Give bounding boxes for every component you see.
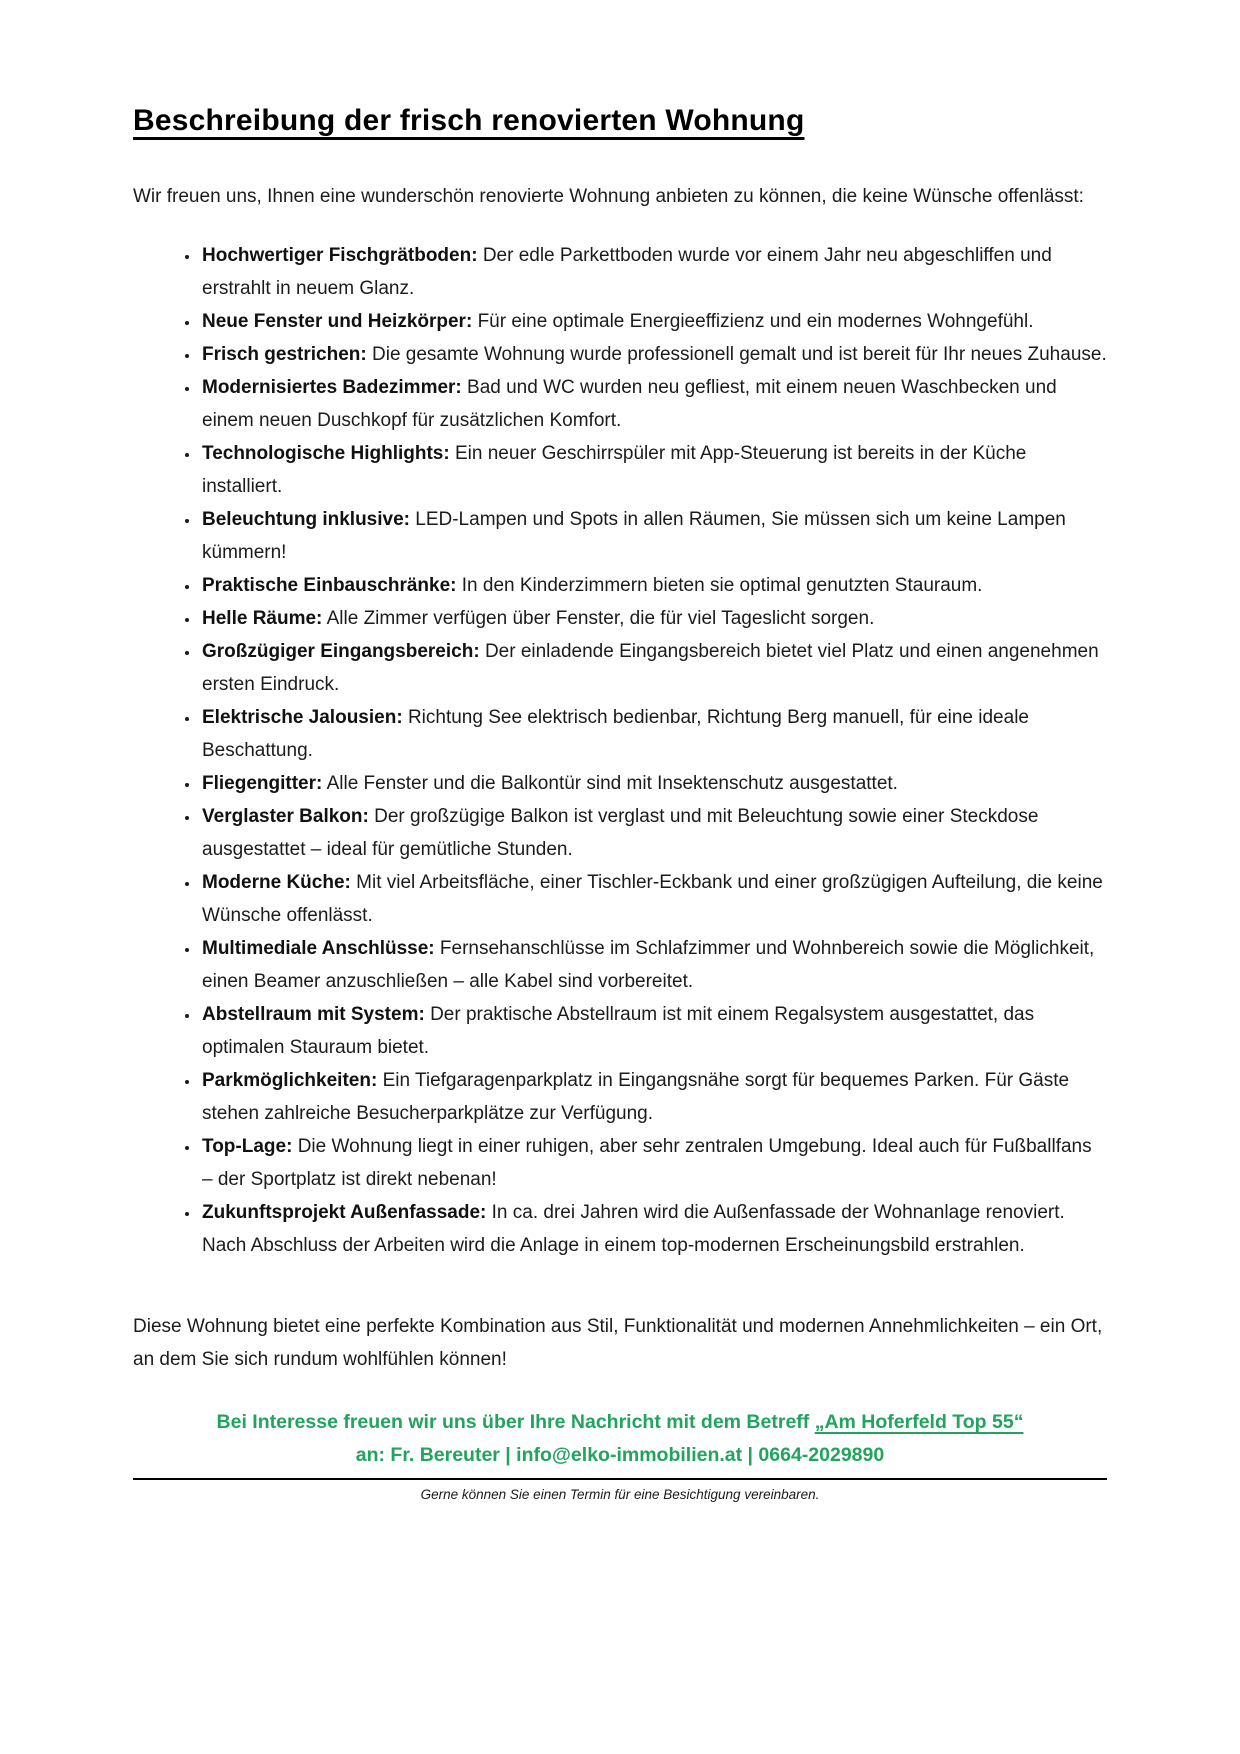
contact-block	[133, 1406, 1107, 1472]
feature-text: Ein neuer Geschirrspüler mit App-Steuerung ist bereits in der Küche installiert.	[202, 443, 1027, 497]
feature-text: Die gesamte Wohnung wurde professionell gemalt und ist bereit für Ihr neues Zuhause.	[372, 344, 1107, 365]
feature-lead: Neue Fenster und Heizkörper:	[202, 311, 473, 332]
list-item	[200, 437, 1107, 503]
feature-text: Mit viel Arbeitsfläche, einer Tischler-Eckbank und einer großzügigen Aufteilung, die keine Wünsche offenlässt.	[202, 872, 1103, 926]
feature-text: Der einladende Eingangsbereich bietet viel Platz und einen angenehmen ersten Eindruck.	[202, 641, 1099, 695]
list-item	[200, 569, 1107, 602]
list-item	[200, 503, 1107, 569]
feature-lead: Praktische Einbauschränke:	[202, 575, 457, 596]
list-item	[200, 767, 1107, 800]
footnote: Gerne können Sie einen Termin für eine Besichtigung vereinbaren.	[420, 1487, 820, 1502]
feature-list	[133, 239, 1107, 1262]
contact-line-2: an: Fr. Bereuter | info@elko-immobilien.at | 0664-2029890	[355, 1444, 885, 1466]
feature-lead: Elektrische Jalousien:	[202, 707, 403, 728]
intro-paragraph: Wir freuen uns, Ihnen eine wunderschön renovierte Wohnung anbieten zu können, die keine Wünsche offenlässt:	[133, 186, 1084, 207]
feature-text: Alle Fenster und die Balkontür sind mit Insektenschutz ausgestattet.	[326, 773, 898, 794]
list-item	[200, 338, 1107, 371]
feature-lead: Technologische Highlights:	[202, 443, 450, 464]
feature-lead: Top-Lage:	[202, 1136, 293, 1157]
list-item	[200, 371, 1107, 437]
feature-lead: Parkmöglichkeiten:	[202, 1070, 378, 1091]
list-item	[200, 1130, 1107, 1196]
list-item	[200, 701, 1107, 767]
list-item	[200, 998, 1107, 1064]
feature-text: LED-Lampen und Spots in allen Räumen, Sie müssen sich um keine Lampen kümmern!	[202, 509, 1066, 563]
feature-text: Der großzügige Balkon ist verglast und mit Beleuchtung sowie einer Steckdose ausgestattet – ideal für gemütliche Stunden.	[202, 806, 1039, 860]
feature-text: Der edle Parkettboden wurde vor einem Jahr neu abgeschliffen und erstrahlt in neuem Glanz.	[202, 245, 1052, 299]
feature-lead: Moderne Küche:	[202, 872, 351, 893]
feature-text: In den Kinderzimmern bieten sie optimal genutzten Stauraum.	[461, 575, 983, 596]
feature-lead: Verglaster Balkon:	[202, 806, 369, 827]
closing-paragraph: Diese Wohnung bietet eine perfekte Kombination aus Stil, Funktionalität und modernen Annehmlichkeiten – ein Ort, an dem Sie sich rundum wohlfühlen können!	[133, 1316, 1103, 1370]
list-item	[200, 305, 1107, 338]
list-item	[200, 635, 1107, 701]
feature-lead: Abstellraum mit System:	[202, 1004, 425, 1025]
feature-text: In ca. drei Jahren wird die Außenfassade der Wohnanlage renoviert. Nach Abschluss der Arbeiten wird die Anlage in einem top-modernen Erscheinungsbild erstrahlen.	[202, 1202, 1065, 1256]
feature-lead: Hochwertiger Fischgrätboden:	[202, 245, 478, 266]
document-title: Beschreibung der frisch renovierten Wohnung	[133, 104, 805, 137]
contact-line-1	[133, 1406, 1107, 1439]
feature-text: Der praktische Abstellraum ist mit einem Regalsystem ausgestattet, das optimalen Stauraum bietet.	[202, 1004, 1035, 1058]
feature-text: Für eine optimale Energieeffizienz und ein modernes Wohngefühl.	[477, 311, 1034, 332]
feature-lead: Helle Räume:	[202, 608, 323, 629]
feature-text: Bad und WC wurden neu gefliest, mit einem neuen Waschbecken und einem neuen Duschkopf für zusätzlichen Komfort.	[202, 377, 1057, 431]
feature-lead: Zukunftsprojekt Außenfassade:	[202, 1202, 487, 1223]
feature-text: Ein Tiefgaragenparkplatz in Eingangsnähe sorgt für bequemes Parken. Für Gäste stehen zahlreiche Besucherparkplätze zur Verfügung.	[202, 1070, 1070, 1124]
list-item	[200, 1196, 1107, 1262]
feature-lead: Beleuchtung inklusive:	[202, 509, 410, 530]
feature-lead: Modernisiertes Badezimmer:	[202, 377, 462, 398]
feature-lead: Multimediale Anschlüsse:	[202, 938, 435, 959]
feature-text: Fernsehanschlüsse im Schlafzimmer und Wohnbereich sowie die Möglichkeit, einen Beamer anzuschließen – alle Kabel sind vorbereitet.	[202, 938, 1095, 992]
footer-divider	[133, 1478, 1107, 1480]
list-item	[200, 239, 1107, 305]
feature-lead: Frisch gestrichen:	[202, 344, 367, 365]
feature-text: Richtung See elektrisch bedienbar, Richtung Berg manuell, für eine ideale Beschattung.	[202, 707, 1029, 761]
list-item	[200, 1064, 1107, 1130]
list-item	[200, 866, 1107, 932]
list-item	[200, 800, 1107, 866]
feature-text: Die Wohnung liegt in einer ruhigen, aber sehr zentralen Umgebung. Ideal auch für Fußballfans – der Sportplatz ist direkt nebenan!	[202, 1136, 1092, 1190]
contact-subject: „Am Hoferfeld Top 55“	[814, 1411, 1024, 1433]
feature-lead: Fliegengitter:	[202, 773, 323, 794]
feature-text: Alle Zimmer verfügen über Fenster, die für viel Tageslicht sorgen.	[326, 608, 875, 629]
list-item	[200, 602, 1107, 635]
contact-line-1-text: Bei Interesse freuen wir uns über Ihre Nachricht mit dem Betreff	[216, 1411, 815, 1433]
list-item	[200, 932, 1107, 998]
feature-lead: Großzügiger Eingangsbereich:	[202, 641, 480, 662]
